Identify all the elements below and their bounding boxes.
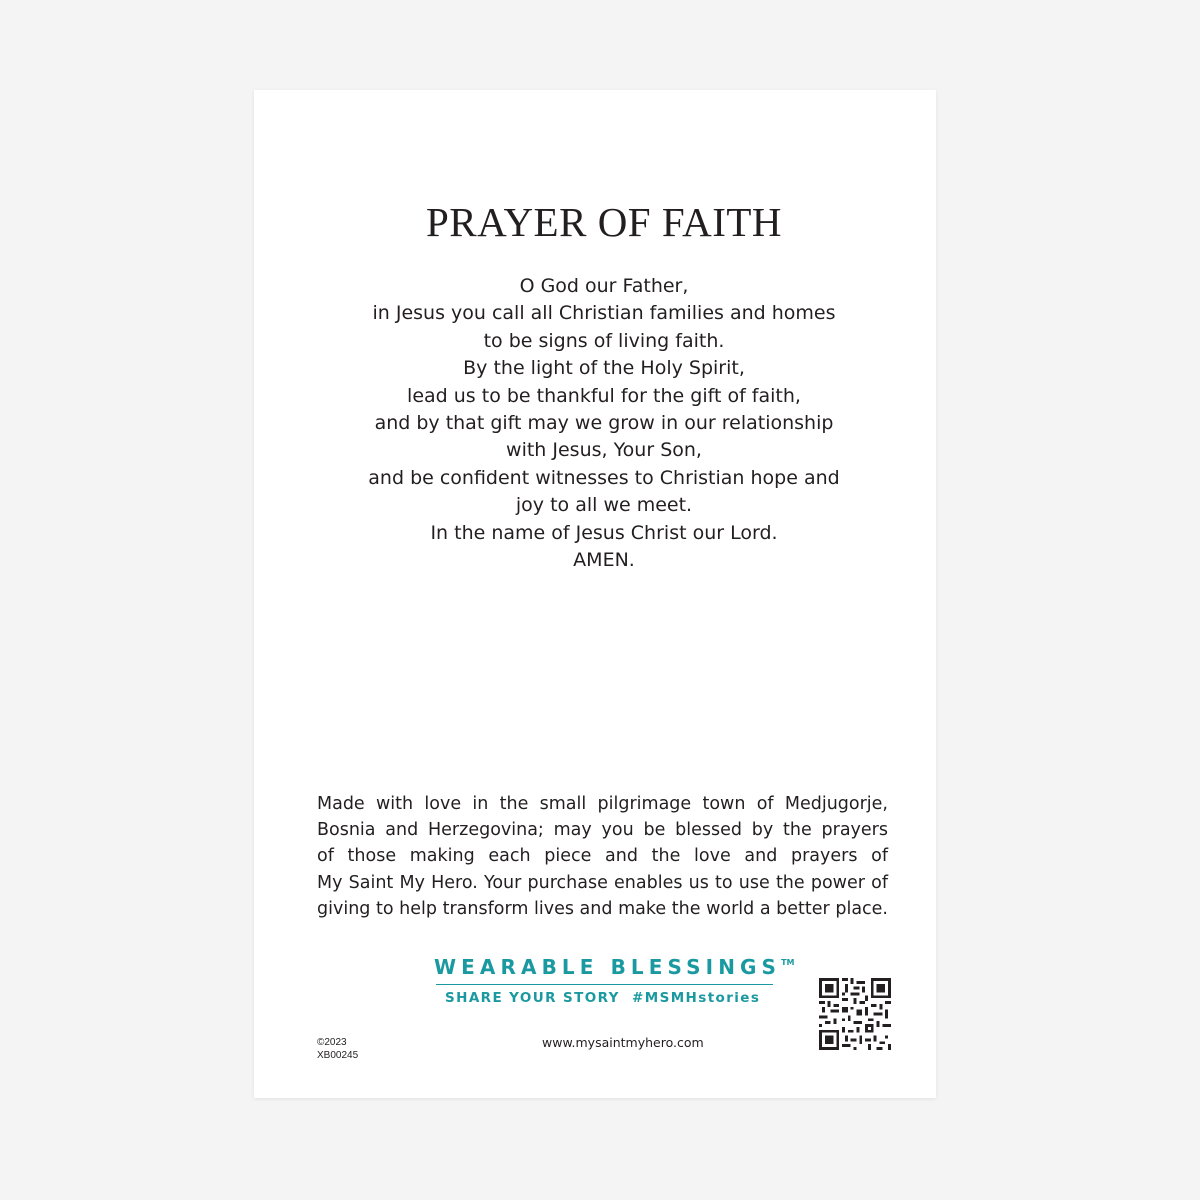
prayer-line: to be signs of living faith. [483, 329, 725, 352]
share-tagline: SHARE YOUR STORY #MSMHstories [445, 990, 761, 1006]
copyright-block [317, 1036, 358, 1062]
prayer-title: PRAYER OF FAITH [425, 199, 783, 245]
copyright-year: ©2023 [317, 1037, 347, 1048]
prayer-line: O God our Father, [519, 275, 689, 297]
about-line: My Saint My Hero. Your purchase enables us to use the power of [317, 872, 888, 893]
prayer-line: By the light of the Holy Spirit, [463, 357, 745, 380]
trademark-mark: TM [781, 958, 795, 967]
prayer-line: in Jesus you call all Christian families and homes [372, 302, 836, 325]
prayer-line: lead us to be thankful for the gift of faith, [407, 384, 801, 407]
prayer-line: joy to all we meet. [515, 494, 693, 517]
website-url: www.mysaintmyhero.com [542, 1035, 704, 1050]
about-line: giving to help transform lives and make the world a better place. [317, 898, 888, 919]
sku-code: XB00245 [317, 1050, 359, 1061]
about-line: Made with love in the small pilgrimage town of Medjugorje, [317, 794, 888, 814]
prayer-line: In the name of Jesus Christ our Lord. [430, 521, 778, 544]
qr-code-icon [819, 978, 891, 1050]
brand-divider [436, 984, 773, 985]
about-line: Bosnia and Herzegovina; may you be blessed by the prayers [317, 820, 888, 841]
prayer-line: with Jesus, Your Son, [506, 439, 702, 462]
prayer-line: AMEN. [573, 549, 635, 572]
about-paragraph [317, 791, 888, 922]
brand-text: WEARABLE BLESSINGS [434, 955, 782, 979]
prayer-text [254, 273, 954, 574]
prayer-line: and by that gift may we grow in our relationship [374, 412, 834, 435]
brand-name [434, 955, 794, 979]
about-line: of those making each piece and the love and prayers of [317, 846, 888, 867]
prayer-line: and be confident witnesses to Christian hope and [368, 466, 840, 489]
